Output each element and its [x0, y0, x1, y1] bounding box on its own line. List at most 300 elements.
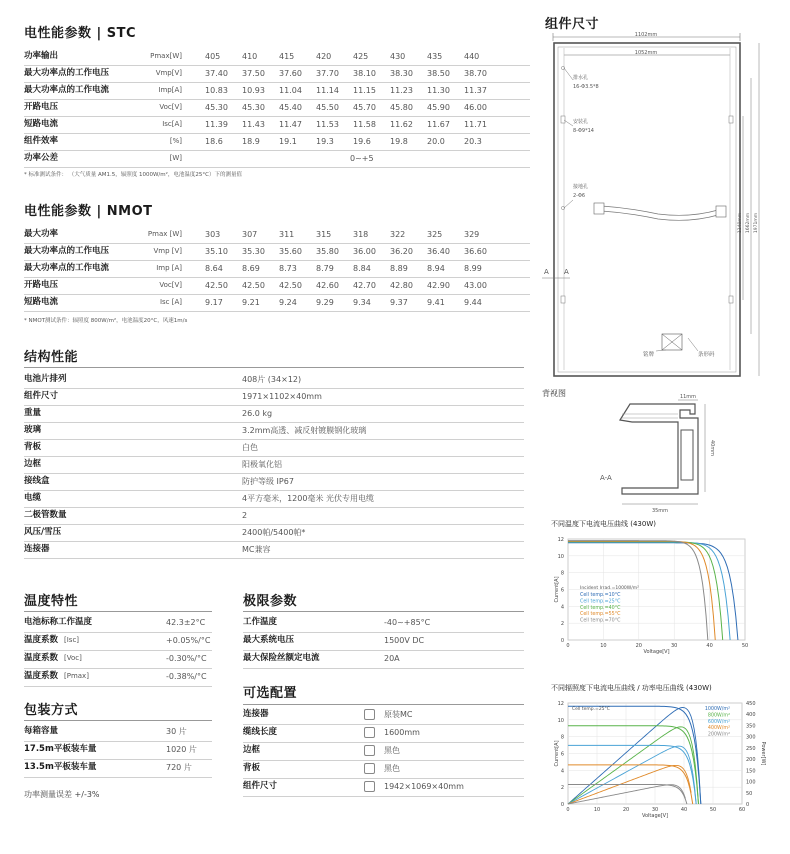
row-value: 1942×1069×40mm [384, 782, 464, 791]
value-cell: 38.10 [353, 69, 376, 78]
table-row [24, 542, 524, 559]
row-unit: Isc [A] [159, 298, 182, 306]
value-cell: 11.58 [353, 120, 376, 129]
options-rule [243, 704, 524, 705]
y2-tick-label: 450 [746, 701, 756, 707]
value-cell: 420 [316, 52, 332, 61]
value-cell: 8.79 [316, 264, 334, 273]
value-cell: 36.00 [353, 247, 376, 256]
table-row [243, 761, 524, 779]
row-label: 风压/雪压 [24, 527, 62, 537]
struct-title: 结构性能 [24, 350, 79, 365]
options-title: 可选配置 [243, 686, 298, 701]
row-label: 玻璃 [24, 425, 42, 435]
options-table [243, 707, 524, 797]
value-cell: 45.70 [353, 103, 376, 112]
y2-tick-label: 300 [746, 734, 756, 741]
row-value: 30 片 [166, 727, 187, 736]
table-row [24, 633, 212, 651]
drain-hole-spec: 16-Φ3.5*8 [573, 84, 599, 90]
row-label: 工作温度 [243, 617, 278, 627]
value-cell: 425 [353, 52, 369, 61]
value-cell: 11.43 [242, 120, 265, 129]
value-cell: 35.10 [205, 247, 228, 256]
back-view-label: 背视图 [542, 389, 566, 398]
legend-entry: Cell temp.=40°C [580, 605, 621, 611]
section-mark-left: A [544, 268, 549, 276]
cable-1 [602, 206, 718, 215]
row-label: 组件尺寸 [24, 391, 59, 401]
legend-header: Cell temp.=25°C [572, 707, 610, 712]
limit-title: 极限参数 [243, 594, 298, 609]
y-tick-label: 2 [560, 621, 564, 628]
row-label: 电池片排列 [24, 374, 67, 384]
table-row [24, 440, 524, 457]
value-cell: 20.0 [427, 137, 445, 146]
row-label: 最大保险丝额定电流 [243, 653, 320, 663]
pack-title: 包装方式 [24, 703, 79, 718]
y-tick-label: 0 [560, 802, 564, 808]
struct-table [24, 372, 524, 559]
table-row [24, 508, 524, 525]
row-value: -0.30%/°C [166, 654, 207, 663]
table-row [24, 525, 524, 542]
value-cell: 11.23 [390, 86, 413, 95]
row-value: -40~+85°C [384, 618, 431, 627]
value-cell: 42.90 [427, 281, 450, 290]
table-row [243, 633, 524, 651]
value-cell: 45.80 [390, 103, 413, 112]
row-label: 边框 [243, 745, 261, 755]
value-cell: 45.40 [279, 103, 302, 112]
value-cell: 35.30 [242, 247, 265, 256]
row-value: 26.0 kg [242, 409, 273, 418]
x-axis-label: Voltage[V] [641, 813, 669, 819]
row-unit: Vmp[V] [155, 69, 182, 77]
table-row [243, 651, 524, 669]
value-cell: 322 [390, 230, 406, 239]
value-cell: 329 [464, 230, 480, 239]
row-value: 原装MC [384, 710, 413, 719]
table-row [24, 760, 212, 778]
value-cell: 9.21 [242, 298, 260, 307]
x-tick-label: 30 [651, 807, 659, 813]
connector-right [716, 206, 726, 217]
dim-total-width: 1102mm [634, 32, 658, 38]
value-cell: 38.70 [464, 69, 487, 78]
option-checkbox[interactable] [364, 745, 375, 756]
temp-title: 温度特性 [24, 594, 79, 609]
x-tick-label: 20 [622, 807, 630, 813]
row-label: 功率输出 [24, 51, 59, 61]
y2-tick-label: 350 [746, 723, 756, 730]
row-label: 最大功率点的工作电压 [24, 246, 110, 256]
row-label: 最大系统电压 [243, 635, 295, 645]
value-cell: 11.30 [427, 86, 450, 95]
row-label: 温度系数 [24, 671, 59, 681]
table-row [24, 151, 530, 168]
value-cell: 8.69 [242, 264, 260, 273]
tolerance-value: 0~+5 [350, 154, 374, 163]
module-frame [554, 43, 740, 376]
chart2-title: 不同辐照度下电流电压曲线 / 功率电压曲线 (430W) [551, 684, 712, 692]
y2-tick-label: 150 [746, 768, 756, 775]
table-row [24, 406, 524, 423]
value-cell: 18.9 [242, 137, 260, 146]
y2-tick-label: 100 [746, 779, 756, 786]
table-row [24, 295, 530, 312]
section-label: A-A [600, 474, 612, 482]
table-row [24, 423, 524, 440]
row-label: 功率公差 [24, 153, 59, 163]
table-row [24, 227, 530, 244]
row-unit: Voc[V] [159, 103, 182, 111]
row-sub: [Voc] [64, 654, 82, 662]
row-value: 2400帕/5400帕* [242, 528, 306, 537]
x-tick-label: 30 [671, 643, 678, 649]
row-sub: [Isc] [64, 636, 80, 644]
x-tick-label: 40 [680, 807, 688, 813]
value-cell: 36.20 [390, 247, 413, 256]
y2-tick-label: 0 [746, 802, 750, 808]
legend-entry: Cell temp.=70°C [580, 618, 621, 624]
row-label: 接线盒 [24, 476, 50, 486]
limit-table [243, 615, 524, 669]
row-unit: Voc[V] [159, 281, 182, 289]
row-value: 20A [384, 654, 400, 663]
row-label: 每箱容量 [24, 726, 59, 736]
temp-rule [24, 611, 212, 612]
value-cell: 8.99 [464, 264, 482, 273]
y-axis-label: Current[A] [554, 740, 560, 767]
dim-height-1: 1140mm [738, 212, 743, 234]
barcode-label: 条形码 [698, 352, 715, 358]
table-row [24, 669, 212, 687]
legend-entry: 600W/m² [707, 719, 730, 725]
row-label: 17.5m平板装车量 [24, 744, 97, 754]
nmot-title: 电性能参数 | NMOT [24, 204, 153, 219]
option-checkbox[interactable] [364, 727, 375, 738]
value-cell: 440 [464, 52, 480, 61]
legend-entry: 400W/m² [707, 726, 730, 732]
row-value: -0.38%/°C [166, 672, 207, 681]
value-cell: 46.00 [464, 103, 487, 112]
table-row [24, 100, 530, 117]
table-row [24, 615, 212, 633]
limit-rule [243, 611, 524, 612]
y2-tick-label: 50 [746, 790, 753, 797]
value-cell: 36.40 [427, 247, 450, 256]
value-cell: 20.3 [464, 137, 482, 146]
legend-entry: 1000W/m² [704, 707, 730, 712]
row-value: 1600mm [384, 728, 420, 737]
y-tick-label: 4 [560, 768, 564, 775]
x-tick-label: 50 [741, 643, 749, 649]
x-tick-label: 40 [706, 643, 713, 649]
value-cell: 11.47 [279, 120, 302, 129]
frame-chamber [681, 430, 693, 480]
x-tick-label: 20 [635, 643, 642, 649]
value-cell: 37.50 [242, 69, 265, 78]
table-row [24, 724, 212, 742]
table-row [24, 83, 530, 100]
y2-tick-label: 250 [746, 745, 756, 752]
drawing-title: 组件尺寸 [545, 17, 600, 32]
row-unit: Isc[A] [162, 120, 182, 128]
row-label: 最大功率点的工作电流 [24, 85, 110, 95]
mount-hole-label: 安装孔 [573, 119, 589, 125]
row-label: 重量 [24, 408, 42, 418]
row-value: 1971×1102×40mm [242, 392, 322, 401]
value-cell: 10.83 [205, 86, 228, 95]
iv-irradiance-chart [548, 694, 773, 819]
row-value: 1500V DC [384, 636, 425, 645]
nmot-table [24, 227, 530, 312]
table-row [243, 725, 524, 743]
table-row [243, 743, 524, 761]
y-axis-label: Current[A] [554, 576, 560, 603]
stc-table [24, 49, 530, 168]
value-cell: 11.15 [353, 86, 376, 95]
value-cell: 42.50 [279, 281, 302, 290]
option-checkbox[interactable] [364, 709, 375, 720]
value-cell: 315 [316, 230, 332, 239]
row-label: 背板 [243, 763, 261, 773]
row-unit: Pmax [W] [147, 230, 182, 238]
row-value: 3.2mm高透、减反射镀膜钢化玻璃 [242, 426, 367, 435]
row-value: 黑色 [384, 764, 400, 773]
table-row [24, 117, 530, 134]
value-cell: 11.53 [316, 120, 339, 129]
value-cell: 37.40 [205, 69, 228, 78]
table-row [243, 615, 524, 633]
y2-tick-label: 200 [746, 757, 756, 764]
iv-temp-chart [548, 530, 758, 665]
legend-entry: 800W/m² [707, 713, 730, 719]
row-value: 42.3±2°C [166, 618, 206, 627]
pack-note: 功率测量误差 +/-3% [24, 790, 100, 799]
section-mark-right: A [564, 268, 569, 276]
table-row [243, 779, 524, 797]
row-label: 开路电压 [24, 102, 59, 112]
row-value: 2 [242, 511, 248, 520]
legend-header: Incident Irrad.=1000W/m² [580, 586, 639, 591]
pack-rule [24, 720, 212, 721]
table-row [243, 707, 524, 725]
row-label: 最大功率 [24, 229, 59, 239]
y-tick-label: 0 [560, 638, 564, 644]
row-unit: Vmp [V] [153, 247, 182, 255]
dim-inner-width: 1052mm [634, 50, 658, 56]
value-cell: 8.89 [390, 264, 408, 273]
legend-entry: 200W/m² [707, 732, 730, 738]
value-cell: 42.50 [242, 281, 265, 290]
value-cell: 45.30 [205, 103, 228, 112]
value-cell: 36.60 [464, 247, 487, 256]
value-cell: 19.6 [353, 137, 371, 146]
value-cell: 11.62 [390, 120, 413, 129]
value-cell: 45.50 [316, 103, 339, 112]
value-cell: 43.00 [464, 281, 487, 290]
row-label: 组件尺寸 [243, 781, 278, 791]
y-tick-label: 2 [560, 785, 564, 792]
value-cell: 8.94 [427, 264, 445, 273]
row-label: 短路电流 [24, 297, 59, 307]
value-cell: 37.70 [316, 69, 339, 78]
y-tick-label: 4 [560, 604, 564, 611]
table-row [24, 372, 524, 389]
value-cell: 42.80 [390, 281, 413, 290]
row-unit: Imp[A] [158, 86, 182, 94]
row-unit: [%] [169, 137, 182, 145]
connector-left [594, 203, 604, 214]
value-cell: 9.44 [464, 298, 482, 307]
chart1-title: 不同温度下电流电压曲线 (430W) [551, 520, 656, 528]
frame-section-drawing [560, 392, 730, 514]
row-label: 背板 [24, 442, 42, 452]
table-row [24, 389, 524, 406]
stc-note: * 标准测试条件： （大气质量 AM1.5，辐照度 1000W/m²，电池温度25°C）下的测量值 [24, 172, 242, 178]
row-label: 缆线长度 [243, 727, 278, 737]
row-unit: Imp [A] [156, 264, 182, 272]
value-cell: 11.39 [205, 120, 228, 129]
value-cell: 311 [279, 230, 295, 239]
value-cell: 42.70 [353, 281, 376, 290]
table-row [24, 261, 530, 278]
value-cell: 38.50 [427, 69, 450, 78]
value-cell: 11.14 [316, 86, 339, 95]
x-tick-label: 0 [566, 807, 570, 813]
pack-table [24, 724, 212, 778]
value-cell: 9.24 [279, 298, 297, 307]
option-checkbox[interactable] [364, 763, 375, 774]
row-value: 防护等级 IP67 [242, 477, 294, 486]
row-label: 温度系数 [24, 635, 59, 645]
row-sub: [Pmax] [64, 672, 89, 680]
value-cell: 11.37 [464, 86, 487, 95]
y-tick-label: 12 [557, 701, 564, 707]
table-row [24, 457, 524, 474]
row-value: +0.05%/°C [166, 636, 211, 645]
x-tick-label: 10 [600, 643, 607, 649]
row-label: 最大功率点的工作电压 [24, 68, 110, 78]
value-cell: 415 [279, 52, 295, 61]
value-cell: 307 [242, 230, 258, 239]
option-checkbox[interactable] [364, 781, 375, 792]
row-value: 白色 [242, 443, 258, 452]
value-cell: 42.50 [205, 281, 228, 290]
temp-table [24, 615, 212, 687]
y-tick-label: 6 [560, 587, 564, 594]
value-cell: 9.17 [205, 298, 223, 307]
mount-hole-spec: 8-Φ9*14 [573, 128, 594, 134]
row-value: MC兼容 [242, 545, 271, 554]
module-front-drawing [540, 28, 780, 384]
value-cell: 19.1 [279, 137, 297, 146]
row-value: 阳极氧化铝 [242, 460, 282, 469]
value-cell: 35.80 [316, 247, 339, 256]
value-cell: 11.67 [427, 120, 450, 129]
x-tick-label: 10 [593, 807, 601, 813]
row-label: 组件效率 [24, 136, 59, 146]
row-label: 13.5m平板装车量 [24, 762, 97, 772]
value-cell: 325 [427, 230, 443, 239]
value-cell: 410 [242, 52, 258, 61]
row-unit: [W] [169, 154, 182, 162]
row-label: 连接器 [243, 709, 269, 719]
value-cell: 18.6 [205, 137, 223, 146]
value-cell: 10.93 [242, 86, 265, 95]
stc-title: 电性能参数 | STC [24, 26, 137, 41]
value-cell: 19.3 [316, 137, 334, 146]
value-cell: 435 [427, 52, 443, 61]
row-value: 4平方毫米，1200毫米 光伏专用电缆 [242, 494, 374, 503]
legend-entry: Cell temp.=55°C [580, 612, 621, 618]
value-cell: 37.60 [279, 69, 302, 78]
value-cell: 9.34 [353, 298, 371, 307]
value-cell: 318 [353, 230, 369, 239]
legend-entry: Cell temp.=10°C [580, 593, 621, 598]
struct-rule [24, 367, 524, 368]
value-cell: 8.64 [205, 264, 223, 273]
value-cell: 430 [390, 52, 406, 61]
value-cell: 303 [205, 230, 221, 239]
legend-entry: Cell temp.=25°C [580, 599, 621, 605]
row-value: 1020 片 [166, 745, 197, 754]
table-row [24, 244, 530, 261]
value-cell: 8.84 [353, 264, 371, 273]
table-row [24, 66, 530, 83]
value-cell: 11.04 [279, 86, 302, 95]
row-label: 电缆 [24, 493, 42, 503]
y-tick-label: 10 [557, 553, 564, 560]
frame-depth-dim: 35mm [651, 508, 669, 514]
table-row [24, 134, 530, 151]
value-cell: 9.29 [316, 298, 334, 307]
row-label: 短路电流 [24, 119, 59, 129]
table-row [24, 742, 212, 760]
ground-hole-label: 接地孔 [573, 184, 589, 190]
y-tick-label: 12 [557, 537, 564, 543]
y2-axis-label: Power[W] [760, 741, 766, 766]
cable-2 [602, 211, 718, 220]
value-cell: 9.37 [390, 298, 408, 307]
row-label: 开路电压 [24, 280, 59, 290]
row-value: 408片 (34×12) [242, 375, 302, 384]
value-cell: 45.90 [427, 103, 450, 112]
table-row [24, 278, 530, 295]
frame-height-dim: 40mm [709, 439, 715, 457]
ground-hole-spec: 2-Φ6 [573, 193, 586, 199]
row-label: 二极管数量 [24, 510, 67, 520]
drain-hole-label: 排水孔 [573, 75, 589, 81]
x-tick-label: 0 [566, 643, 570, 649]
x-tick-label: 50 [709, 807, 717, 813]
x-tick-label: 60 [738, 807, 746, 813]
dim-height-2: 1662mm [746, 212, 751, 234]
y2-tick-label: 400 [746, 712, 756, 719]
row-value: 黑色 [384, 746, 400, 755]
row-value: 720 片 [166, 763, 192, 772]
value-cell: 42.60 [316, 281, 339, 290]
frame-width-dim: 11mm [679, 394, 697, 400]
y-tick-label: 8 [560, 570, 564, 577]
row-label: 温度系数 [24, 653, 59, 663]
nmot-note: * NMOT测试条件：辐照度 800W/m²，电池温度20°C，风速1m/s [24, 318, 188, 324]
row-label: 连接器 [24, 544, 50, 554]
value-cell: 45.30 [242, 103, 265, 112]
table-row [24, 491, 524, 508]
